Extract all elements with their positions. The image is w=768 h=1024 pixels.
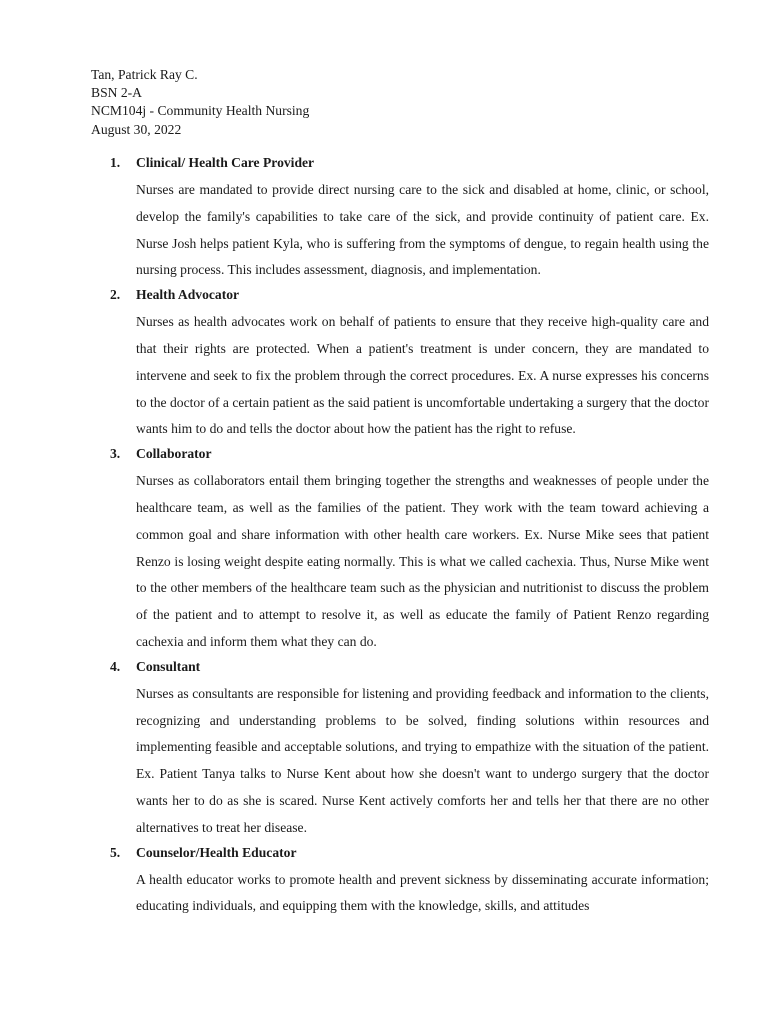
list-item-title: Consultant [136,658,201,674]
list-item-number: 1. [110,155,121,170]
list-item-heading [0,842,768,864]
list-item-title: Collaborator [136,446,212,462]
list-item [0,284,768,443]
list-item [0,152,768,284]
list-item [0,656,768,842]
list-item-title: Counselor/Health Educator [136,844,297,860]
list-item-title: Health Advocator [136,287,240,303]
list-item [0,443,768,656]
list-item-heading [0,152,768,174]
list-item-heading [0,443,768,465]
list-item-body: Nurses as consultants are responsible for listening and providing feedback and information to the clients, recognizing and understanding problems to be solved, finding solutions within resources and implementing feasible and acceptable solutions, and trying to empathize with the situation of the patient. Ex. Patient Tanya talks to Nurse Kent about how she doesn't want to undergo surgery that the doctor wants her to do as she is scared. Nurse Kent actively comforts her and tells her that there are no other alternatives to treat her disease. [136,685,709,835]
list-item-body: Nurses as health advocates work on behalf of patients to ensure that they receive high-quality care and that their rights are protected. When a patient's treatment is under concern, they are mandated to intervene and seek to fix the problem through the correct procedures. Ex. A nurse expresses his concerns to the doctor of a certain patient as the said patient is uncomfortable undertaking a surgery that the doctor wants him to do and tells the doctor about how the patient has the right to refuse. [136,314,709,437]
document-date: August 30, 2022 [91,121,182,137]
class-section: BSN 2-A [91,85,142,101]
list-item-number: 4. [110,658,121,674]
list-item-body: Nurses are mandated to provide direct nursing care to the sick and disabled at home, clinic, or school, develop the family's capabilities to take care of the sick, and provide continuity of patient care. Ex. Nurse Josh helps patient Kyla, who is suffering from the symptoms of dengue, to regain health using the nursing process. This includes assessment, diagnosis, and implementation. [136,182,709,278]
list-item-title: Clinical/ Health Care Provider [136,155,315,170]
list-item-heading [0,284,768,306]
list-item-number: 5. [110,844,121,860]
list-item-number: 2. [110,287,121,303]
list-item-number: 3. [110,446,121,462]
list-item-body: Nurses as collaborators entail them bringing together the strengths and weaknesses of people under the healthcare team, as well as the families of the patient. They work with the team toward achieving a common goal and share information with other health care workers. Ex. Nurse Mike sees that patient Renzo is losing weight despite eating normally. This is what we called cachexia. Thus, Nurse Mike went to the other members of the healthcare team such as the physician and nutritionist to discuss the problem of the patient and to attempt to resolve it, as well as educate the family of Patient Renzo regarding cachexia and inform them what they can do. [136,473,709,649]
list-item [0,842,768,921]
list-item-body: A health educator works to promote health and prevent sickness by disseminating accurate information; educating individuals, and equipping them with the knowledge, skills, and attitudes [136,871,709,914]
roles-list [0,152,768,920]
list-item-heading [0,656,768,678]
document-header [91,66,309,139]
author-name: Tan, Patrick Ray C. [91,67,198,82]
course-title: NCM104j - Community Health Nursing [91,103,310,119]
